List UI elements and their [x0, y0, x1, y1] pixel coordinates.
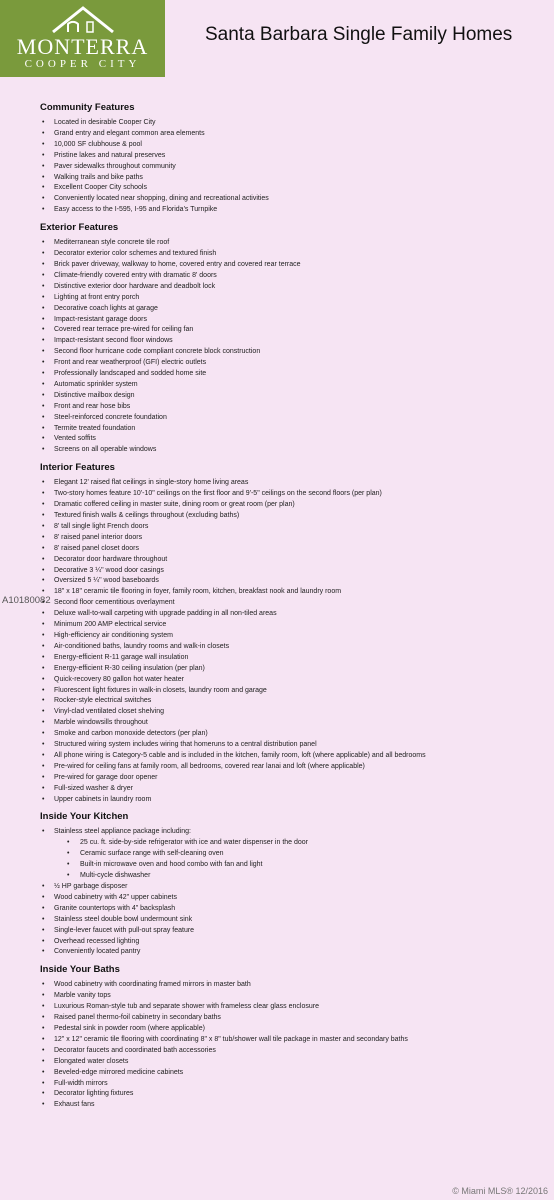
- list-item: • Decorative 3 ¼" wood door casings: [40, 566, 540, 577]
- list-item: • Climate-friendly covered entry with dramatic 8' doors: [40, 271, 540, 282]
- list-item: • Full-width mirrors: [40, 1079, 540, 1090]
- list-item: • Two-story homes feature 10'-10" ceilings on the first floor and 9'-5" ceilings on the second floors (per plan): [40, 489, 540, 500]
- appliance-sublist: [40, 838, 540, 882]
- list-item: • Walking trails and bike paths: [40, 173, 540, 184]
- list-item: • Grand entry and elegant common area elements: [40, 129, 540, 140]
- section-heading: Inside Your Baths: [40, 964, 120, 976]
- mls-id: A10180082: [2, 595, 51, 606]
- section-baths: [40, 964, 540, 1111]
- list-item: • Lighting at front entry porch: [40, 293, 540, 304]
- list-item: • Textured finish walls & ceilings throughout (excluding baths): [40, 511, 540, 522]
- list-item: • Smoke and carbon monoxide detectors (per plan): [40, 729, 540, 740]
- list-item: • Conveniently located near shopping, dining and recreational activities: [40, 194, 540, 205]
- list-item: • Raised panel thermo-foil cabinetry in secondary baths: [40, 1013, 540, 1024]
- list-item: • 8' raised panel closet doors: [40, 544, 540, 555]
- list-item: • Deluxe wall-to-wall carpeting with upgrade padding in all non-tiled areas: [40, 609, 540, 620]
- list-item: • Screens on all operable windows: [40, 445, 540, 456]
- list-item: • Automatic sprinkler system: [40, 380, 540, 391]
- list-item: • Decorator faucets and coordinated bath accessories: [40, 1046, 540, 1057]
- list-item: • Covered rear terrace pre-wired for ceiling fan: [40, 325, 540, 336]
- list-item: • Luxurious Roman-style tub and separate shower with frameless clear glass enclosure: [40, 1002, 540, 1013]
- list-item: • 8' raised panel interior doors: [40, 533, 540, 544]
- list-item: • Pre-wired for garage door opener: [40, 773, 540, 784]
- list-item: • Wood cabinetry with 42" upper cabinets: [40, 893, 540, 904]
- section-heading: Interior Features: [40, 462, 115, 474]
- list-item: • Beveled-edge mirrored medicine cabinets: [40, 1068, 540, 1079]
- list-item: • Front and rear weatherproof (GFI) electric outlets: [40, 358, 540, 369]
- list-item: • Second floor hurricane code compliant concrete block construction: [40, 347, 540, 358]
- list-item: • Built-in microwave oven and hood combo with fan and light: [40, 860, 540, 871]
- roof-icon: [48, 2, 118, 34]
- list-item: • Stainless steel double bowl undermount sink: [40, 915, 540, 926]
- section-interior: [40, 462, 540, 805]
- list-item: • Elongated water closets: [40, 1057, 540, 1068]
- list-item: • Easy access to the I-595, I-95 and Florida's Turnpike: [40, 205, 540, 216]
- feature-list: [40, 882, 540, 958]
- list-item: • Decorator door hardware throughout: [40, 555, 540, 566]
- mls-watermark: © Miami MLS® 12/2016: [452, 1186, 548, 1196]
- list-item: • Pre-wired for ceiling fans at family room, all bedrooms, covered rear lanai and loft (where applicable): [40, 762, 540, 773]
- list-item: • 10,000 SF clubhouse & pool: [40, 140, 540, 151]
- list-item: • Rocker-style electrical switches: [40, 696, 540, 707]
- list-item: • Decorative coach lights at garage: [40, 304, 540, 315]
- section-community: [40, 102, 540, 216]
- list-item: • Decorator lighting fixtures: [40, 1089, 540, 1100]
- list-item: • Exhaust fans: [40, 1100, 540, 1111]
- list-item: • Paver sidewalks throughout community: [40, 162, 540, 173]
- list-item: • Decorator exterior color schemes and textured finish: [40, 249, 540, 260]
- list-item: • Vented soffits: [40, 434, 540, 445]
- features-document: [40, 98, 540, 1117]
- list-item: • Oversized 5 ¼" wood baseboards: [40, 576, 540, 587]
- list-item: • Pristine lakes and natural preserves: [40, 151, 540, 162]
- list-item: • Energy-efficient R-11 garage wall insulation: [40, 653, 540, 664]
- list-item: • All phone wiring is Category-5 cable and is included in the kitchen, family room, loft (where applicable) and all bedrooms: [40, 751, 540, 762]
- list-item: • 18" x 18" ceramic tile flooring in foyer, family room, kitchen, breakfast nook and laundry room: [40, 587, 540, 598]
- feature-list: [40, 118, 540, 216]
- list-item: • Located in desirable Cooper City: [40, 118, 540, 129]
- list-item: • Overhead recessed lighting: [40, 937, 540, 948]
- feature-list: [40, 478, 540, 805]
- list-item: • Minimum 200 AMP electrical service: [40, 620, 540, 631]
- logo-brand: MONTERRA: [16, 34, 149, 59]
- list-item: • Steel-reinforced concrete foundation: [40, 413, 540, 424]
- feature-list: [40, 980, 540, 1111]
- section-heading: Community Features: [40, 102, 135, 113]
- list-item: • 8' tall single light French doors: [40, 522, 540, 533]
- list-item: • Vinyl-clad ventilated closet shelving: [40, 707, 540, 718]
- feature-list: [40, 827, 540, 838]
- list-item: • Energy-efficient R-30 ceiling insulation (per plan): [40, 664, 540, 675]
- list-item: • Quick-recovery 80 gallon hot water heater: [40, 675, 540, 686]
- feature-list: [40, 238, 540, 456]
- list-item: • Full-sized washer & dryer: [40, 784, 540, 795]
- list-item: • Brick paver driveway, walkway to home, covered entry and covered rear terrace: [40, 260, 540, 271]
- list-item: • Impact-resistant garage doors: [40, 315, 540, 326]
- list-item: • Multi-cycle dishwasher: [40, 871, 540, 882]
- list-item: • Mediterranean style concrete tile roof: [40, 238, 540, 249]
- monterra-logo: [0, 0, 165, 77]
- list-item: • Air-conditioned baths, laundry rooms and walk-in closets: [40, 642, 540, 653]
- list-item: • Distinctive mailbox design: [40, 391, 540, 402]
- list-item: • ½ HP garbage disposer: [40, 882, 540, 893]
- list-item: • Elegant 12' raised flat ceilings in single-story home living areas: [40, 478, 540, 489]
- list-item: • Excellent Cooper City schools: [40, 183, 540, 194]
- list-item: • Wood cabinetry with coordinating framed mirrors in master bath: [40, 980, 540, 991]
- list-item: • Upper cabinets in laundry room: [40, 795, 540, 806]
- list-item: • 25 cu. ft. side-by-side refrigerator with ice and water dispenser in the door: [40, 838, 540, 849]
- list-item: • Ceramic surface range with self-cleaning oven: [40, 849, 540, 860]
- section-kitchen: [40, 811, 540, 958]
- section-heading: Inside Your Kitchen: [40, 811, 129, 823]
- list-item: • Front and rear hose bibs: [40, 402, 540, 413]
- list-item: • Marble windowsills throughout: [40, 718, 540, 729]
- list-item: • Conveniently located pantry: [40, 947, 540, 958]
- list-item: • Stainless steel appliance package including:: [40, 827, 540, 838]
- list-item: • Fluorescent light fixtures in walk-in closets, laundry room and garage: [40, 686, 540, 697]
- list-item: • Distinctive exterior door hardware and deadbolt lock: [40, 282, 540, 293]
- list-item: • Dramatic coffered ceiling in master suite, dining room or great room (per plan): [40, 500, 540, 511]
- list-item: • Structured wiring system includes wiring that homeruns to a central distribution panel: [40, 740, 540, 751]
- list-item: • High-efficiency air conditioning system: [40, 631, 540, 642]
- page-title: Santa Barbara Single Family Homes: [205, 24, 513, 45]
- list-item: • Second floor cementitious overlayment: [40, 598, 540, 609]
- list-item: • Impact-resistant second floor windows: [40, 336, 540, 347]
- list-item: • Pedestal sink in powder room (where applicable): [40, 1024, 540, 1035]
- section-exterior: [40, 222, 540, 456]
- list-item: • Termite treated foundation: [40, 424, 540, 435]
- list-item: • Professionally landscaped and sodded home site: [40, 369, 540, 380]
- list-item: • Granite countertops with 4" backsplash: [40, 904, 540, 915]
- list-item: • Single-lever faucet with pull-out spray feature: [40, 926, 540, 937]
- section-heading: Exterior Features: [40, 222, 119, 234]
- list-item: • 12" x 12" ceramic tile flooring with coordinating 8" x 8" tub/shower wall tile package in master and secondary baths: [40, 1035, 540, 1046]
- list-item: • Marble vanity tops: [40, 991, 540, 1002]
- logo-subtitle: COOPER CITY: [24, 58, 141, 70]
